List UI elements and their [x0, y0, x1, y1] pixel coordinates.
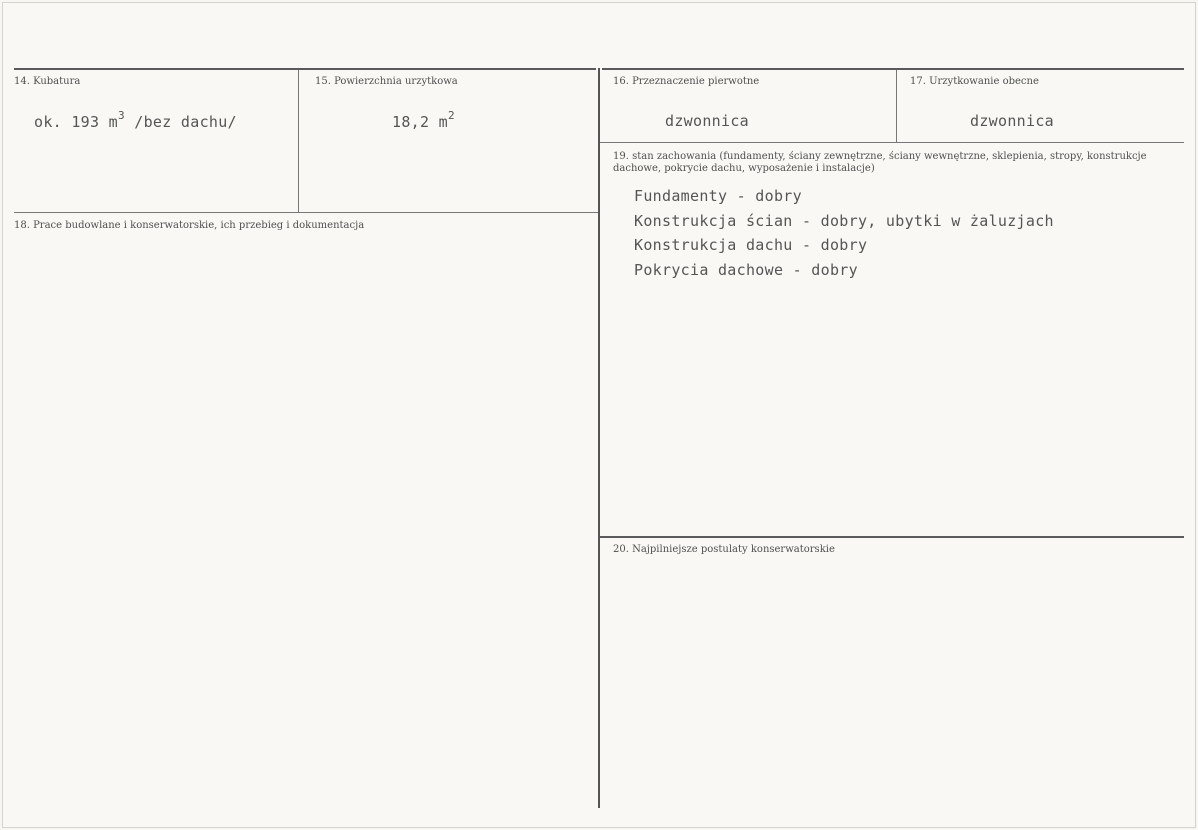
- field-20-label: 20. Najpilniejsze postulaty konserwatorskie: [613, 544, 835, 555]
- field-15-value-main: 18,2 m: [392, 113, 448, 131]
- field-14-value-sup: 3: [117, 109, 125, 122]
- field-19-line: Konstrukcja dachu - dobry: [634, 236, 868, 254]
- field-19-label: 19. stan zachowania (fundamenty, ściany zewnętrzne, ściany wewnętrzne, sklepienia, stropy, konstrukcje dachowe, pokrycie dachu, wyposażenie i instalacje): [613, 151, 1147, 174]
- field-16-label: 16. Przeznaczenie pierwotne: [613, 76, 760, 87]
- top-rule-right: [602, 68, 1184, 70]
- divider-16-17: [896, 70, 897, 142]
- rule-above-20: [600, 536, 1184, 538]
- field-14-value-after: /bez dachu/: [124, 113, 237, 131]
- field-17-value: dzwonnica: [970, 112, 1054, 130]
- field-15-value: [392, 109, 455, 131]
- main-divider: [598, 68, 600, 808]
- rule-below-14-15: [14, 212, 598, 213]
- top-rule-left: [14, 68, 596, 70]
- field-14-value-main: ok. 193 m: [34, 113, 118, 131]
- rule-below-16-17: [600, 142, 1184, 143]
- field-16-value: dzwonnica: [665, 112, 749, 130]
- field-15-label: 15. Powierzchnia urzytkowa: [315, 76, 458, 87]
- field-14-value: [34, 109, 237, 131]
- field-15-value-sup: 2: [448, 109, 455, 122]
- divider-14-15: [298, 70, 299, 212]
- field-14-label: 14. Kubatura: [14, 76, 81, 87]
- field-17-label: 17. Urzytkowanie obecne: [910, 76, 1039, 87]
- field-19-line: Konstrukcja ścian - dobry, ubytki w żaluzjach: [634, 212, 1054, 230]
- field-18-label: 18. Prace budowlane i konserwatorskie, ich przebieg i dokumentacja: [14, 220, 365, 231]
- field-19-line: Fundamenty - dobry: [634, 187, 802, 205]
- field-19-line: Pokrycia dachowe - dobry: [634, 261, 858, 279]
